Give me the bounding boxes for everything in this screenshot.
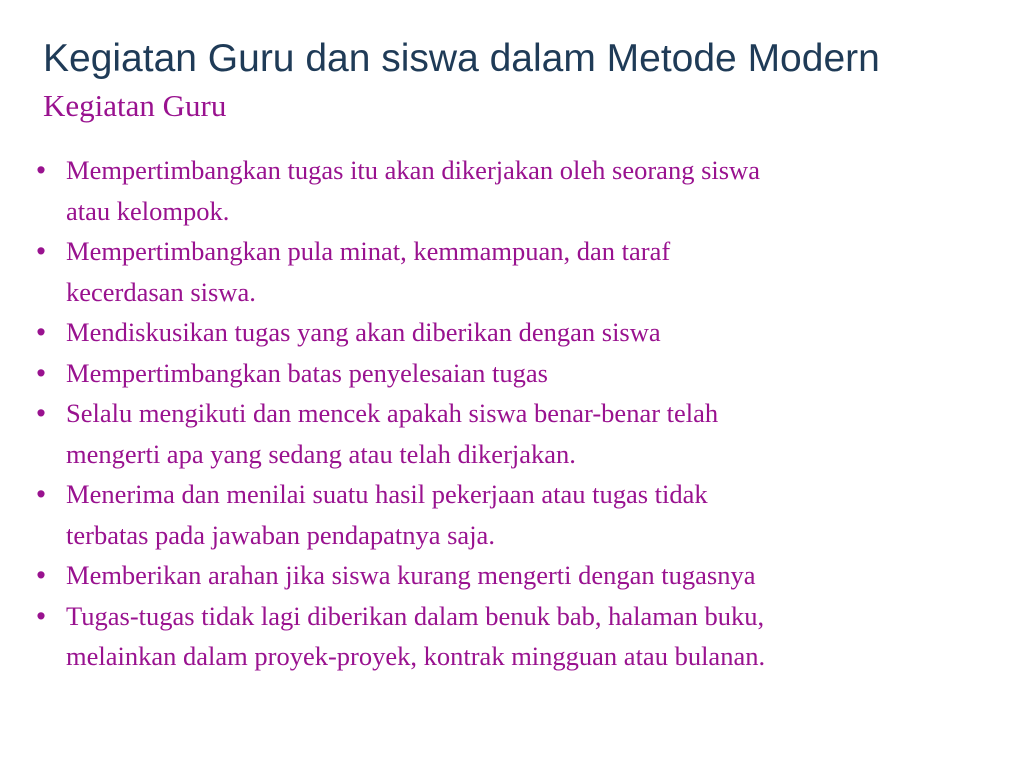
bullet-text-line: Menerima dan menilai suatu hasil pekerjaan atau tugas tidak: [66, 479, 708, 509]
bullet-dot: •: [36, 479, 46, 509]
bullet-dot: •: [36, 155, 46, 185]
bullet-text-line: Memberikan arahan jika siswa kurang mengerti dengan tugasnya: [66, 560, 756, 590]
bullet-text-line: Tugas-tugas tidak lagi diberikan dalam benuk bab, halaman buku,: [66, 600, 765, 631]
bullet-item: [31, 393, 991, 474]
bullet-dot: •: [36, 398, 46, 428]
slide-title: Kegiatan Guru dan siswa dalam Metode Modern: [43, 37, 880, 80]
bullet-dot: •: [36, 357, 46, 388]
bullet-text-line: terbatas pada jawaban pendapatnya saja.: [66, 519, 495, 550]
bullet-dot: •: [36, 236, 46, 266]
bullet-list: [31, 150, 991, 677]
bullet-text-line: Mempertimbangkan batas penyelesaian tugas: [66, 357, 548, 388]
bullet-text-line: mengerti apa yang sedang atau telah dikerjakan.: [66, 438, 576, 469]
bullet-text-line: atau kelompok.: [66, 195, 230, 226]
bullet-text-line: kecerdasan siswa.: [66, 276, 256, 307]
bullet-dot: •: [36, 317, 46, 347]
bullet-text-line: Selalu mengikuti dan mencek apakah siswa benar-benar telah: [66, 398, 719, 428]
bullet-item: [31, 150, 991, 231]
bullet-dot: •: [36, 600, 46, 631]
slide-subtitle: Kegiatan Guru: [43, 88, 227, 123]
bullet-text-line: Mempertimbangkan pula minat, kemmampuan, dan taraf: [66, 236, 671, 266]
bullet-dot: •: [36, 560, 46, 590]
bullet-text-line: Mendiskusikan tugas yang akan diberikan dengan siswa: [66, 317, 661, 347]
bullet-item: [31, 474, 991, 555]
bullet-item: [31, 596, 991, 677]
bullet-text-line: Mempertimbangkan tugas itu akan dikerjakan oleh seorang siswa: [66, 155, 760, 185]
bullet-text-line: melainkan dalam proyek-proyek, kontrak mingguan atau bulanan.: [66, 641, 766, 671]
bullet-item: [31, 231, 991, 312]
bullet-item: [31, 353, 991, 394]
bullet-item: [31, 312, 991, 353]
bullet-item: [31, 555, 991, 596]
